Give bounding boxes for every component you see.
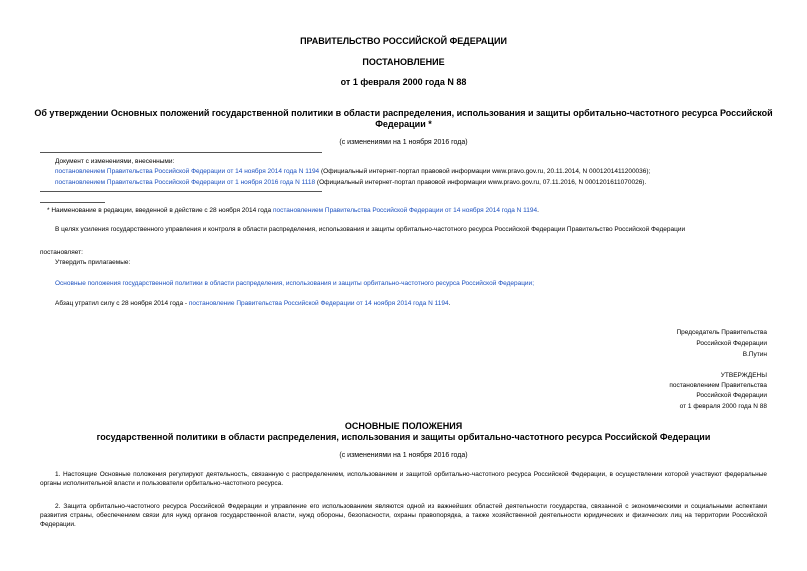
preamble-paragraph: В целях усиления государственного управления и контроля в области распределения, использования и защиты орбитально-частотного ресурса Российской Федерации Правительство Российской Федерации	[55, 226, 686, 233]
document-date-number: от 1 февраля 2000 года N 88	[340, 77, 467, 87]
document-title-line2: Федерации *	[375, 119, 432, 129]
approved-heading: УТВЕРЖДЕНЫ	[720, 372, 767, 379]
footnote-text: * Наименование в редакции, введенной в действие с 28 ноября 2014 года	[47, 207, 273, 214]
decrees-text: постановляет:	[40, 249, 83, 256]
change-item-2	[55, 178, 646, 187]
footnote-link[interactable]: постановлением Правительства Российской Федерации от 14 ноября 2014 года N 1194	[272, 207, 538, 214]
footnote-separator	[40, 202, 105, 203]
separator-line	[40, 152, 322, 153]
signature-org: Российской Федерации	[696, 340, 767, 347]
lost-force-link[interactable]: постановление Правительства Российской Федерации от 14 ноября 2014 года N 1194	[188, 300, 449, 307]
signature-title: Председатель Правительства	[676, 329, 767, 336]
approved-line4: от 1 февраля 2000 года N 88	[679, 403, 767, 410]
section-title: ОСНОВНЫЕ ПОЛОЖЕНИЯ	[344, 421, 463, 431]
approved-line2: постановлением Правительства	[669, 382, 767, 389]
changes-intro: Документ с изменениями, внесенными:	[55, 158, 175, 165]
change-item-1	[55, 167, 650, 176]
revision-note: (с изменениями на 1 ноября 2016 года)	[339, 139, 468, 146]
section-paragraph-1: 1. Настоящие Основные положения регулируют деятельность, связанную с распределением, использованием и защитой орбитально-частотного ресурса Российской Федерации, в осуществлении которой участвуют федеральные органы исполнительной власти и пользователи орбитально-частотного ресурса.	[40, 471, 767, 487]
lost-force-paragraph: Абзац утратил силу с 28 ноября 2014 года - постановление Правительства Российской Федерации от 14 ноября 2014 года N 1194.	[55, 300, 451, 307]
government-heading: ПРАВИТЕЛЬСТВО РОССИЙСКОЙ ФЕДЕРАЦИИ	[300, 36, 507, 46]
section-subtitle: государственной политики в области распределения, использования и защиты орбитально-частотного ресурса Российской Федерации	[96, 432, 711, 442]
approve-text: Утвердить прилагаемые:	[55, 259, 131, 266]
change-note-1: (Официальный интернет-портал правовой информации www.pravo.gov.ru, 20.11.2014, N 0001201411200036);	[319, 168, 651, 175]
change-note-2: (Официальный интернет-портал правовой информации www.pravo.gov.ru, 07.11.2016, N 0001201611070026).	[315, 179, 647, 186]
document-type: ПОСТАНОВЛЕНИЕ	[362, 57, 445, 67]
footnote: * Наименование в редакции, введенной в действие с 28 ноября 2014 года постановлением Правительства Российской Федерации от 14 ноября 2014 года N 1194.	[47, 207, 539, 214]
approve-link[interactable]: Основные положения государственной политики в области распределения, использования и защиты орбитально-частотного ресурса Российской Федерации;	[55, 280, 534, 287]
approved-line3: Российской Федерации	[696, 392, 767, 399]
section-paragraph-2: 2. Защита орбитально-частотного ресурса Российской Федерации и управление его использованием являются одной из важнейших областей деятельности государства, связанной с экономическими и социальными аспектами развития страны, обеспечением связи для нужд органов государственной власти, нужд обороны, безопасности, охраны правопорядка, а также хозяйственной деятельности юридических и физических лиц на территории Российской Федерации.	[40, 503, 767, 528]
change-link-2[interactable]: постановлением Правительства Российской Федерации от 1 ноября 2016 года N 1118	[55, 179, 316, 186]
change-link-1[interactable]: постановлением Правительства Российской Федерации от 14 ноября 2014 года N 1194	[55, 168, 320, 175]
document-title-line1: Об утверждении Основных положений государственной политики в области распределения, использования и защиты орбитально-частотного ресурса Российской	[34, 108, 773, 118]
section-revision-note: (с изменениями на 1 ноября 2016 года)	[339, 452, 468, 459]
signature-name: В.Путин	[742, 351, 767, 358]
separator-line	[40, 191, 322, 192]
